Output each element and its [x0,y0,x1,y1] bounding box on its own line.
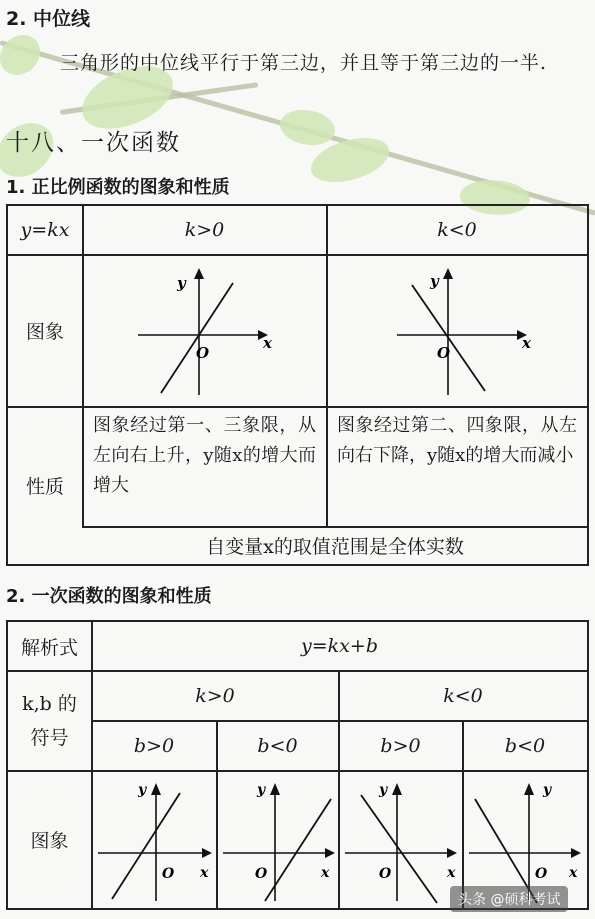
header-k-neg: k<0 [443,684,483,707]
svg-text:O: O [379,866,392,882]
linear-table [6,620,589,910]
x-axis-label: x [522,334,531,352]
origin-label: O [437,344,451,362]
svg-text:O: O [255,866,268,882]
svg-text:x: x [200,865,209,881]
proportional-heading: 1. 正比例函数的图象和性质 [6,177,230,198]
y-axis-label: y [430,272,439,290]
svg-text:y: y [543,782,552,798]
sign-label-line1: k,b 的 [22,692,77,715]
row-label-sign [8,671,91,770]
svg-text:O: O [162,866,175,882]
header-b-pos-1: b>0 [133,734,175,757]
midline-heading: 2. 中位线 [6,8,91,30]
linear-heading: 2. 一次函数的图象和性质 [6,586,212,607]
row-label-formula: 解析式 [20,636,78,659]
proportional-table [6,204,589,566]
graph-k-negative [327,255,587,406]
header-y-kx: y=kx [20,219,70,241]
graph-k-pos-b-neg [217,771,338,908]
header-b-pos-2: b>0 [380,734,421,757]
row-label-property: 性质 [25,476,64,498]
header-k-neg: k<0 [437,219,477,241]
row-label-graph: 图象 [25,321,64,343]
graph-k-neg-b-pos [339,771,462,908]
sign-label-line2: 符号 [30,726,69,749]
svg-text:y: y [257,782,266,798]
graph-k-pos-b-pos [92,771,216,908]
property-k-positive: 图象经过第一、三象限，从左向右上升，y随x的增大而增大 [93,415,316,496]
svg-text:x: x [321,865,330,881]
svg-text:y: y [138,782,147,798]
svg-text:y: y [379,782,388,798]
row-label-graph: 图象 [30,830,69,852]
domain-note: 自变量x的取值范围是全体实数 [206,536,464,558]
midline-body: 三角形的中位线平行于第三边，并且等于第三边的一半. [60,52,548,74]
header-b-neg-1: b<0 [257,734,298,757]
svg-text:x: x [569,865,578,881]
graph-k-positive [83,255,326,406]
y-axis-label: y [177,274,186,292]
header-b-neg-2: b<0 [504,734,546,757]
svg-text:O: O [535,866,548,882]
header-k-pos: k>0 [195,684,235,707]
section-title: 十八、一次函数 [6,130,181,156]
watermark: 头条 @硕科考试 [450,886,568,912]
origin-label: O [196,344,210,362]
svg-text:x: x [447,865,456,881]
formula: y=kx+b [301,635,378,657]
property-k-negative: 图象经过第二、四象限，从左向右下降，y随x的增大而减小 [337,415,577,466]
header-k-pos: k>0 [184,219,225,241]
x-axis-label: x [263,334,272,352]
